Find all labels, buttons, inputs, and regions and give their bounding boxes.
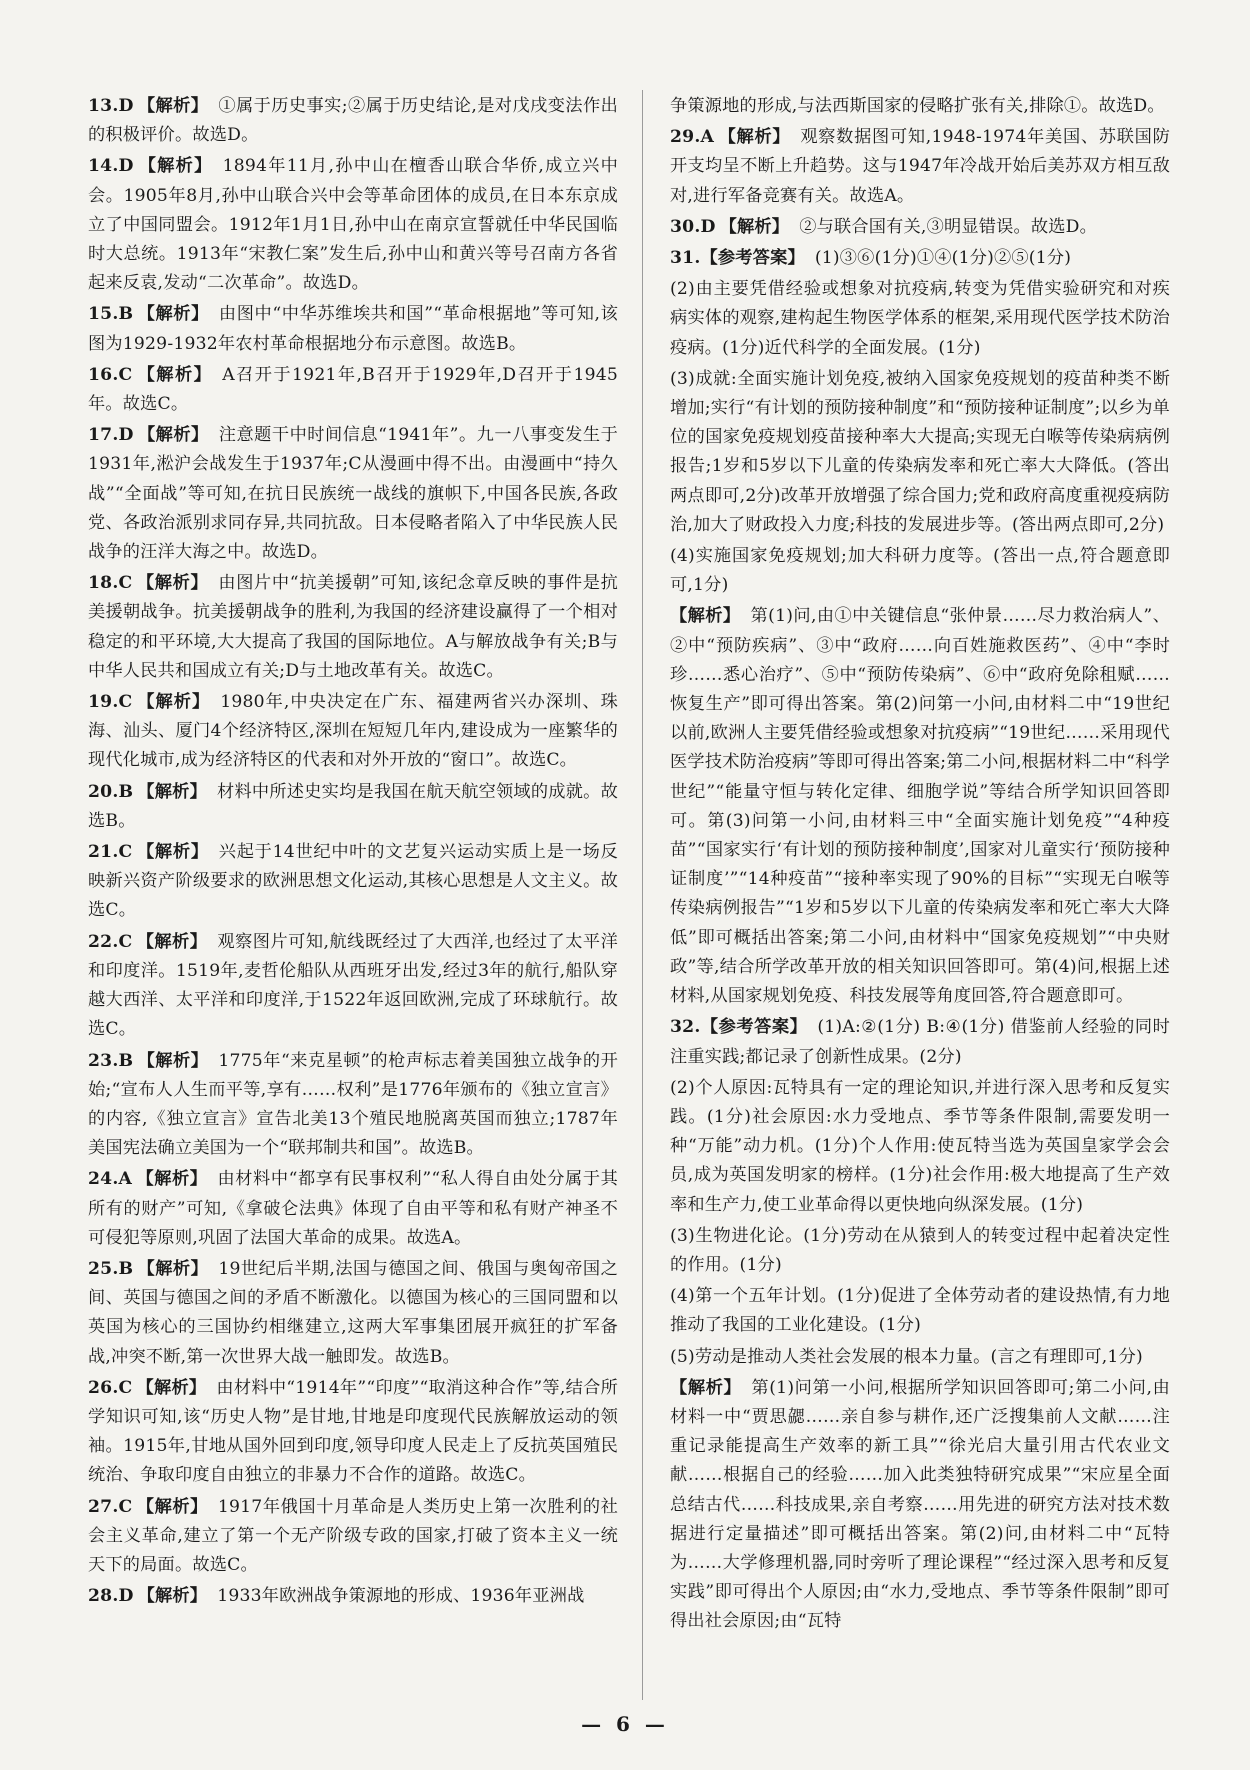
item-text: (1)③⑥(1分)①④(1分)②⑤(1分) [814, 248, 1072, 269]
item-text: 1980年,中央决定在广东、福建两省兴办深圳、珠海、汕头、厦门4个经济特区,深圳在短短几年内,建设成为一座繁华的现代化城市,成为经济特区的代表和对外开放的“窗口”。故选C。 [88, 692, 618, 771]
item-num: 28. [88, 1586, 119, 1607]
item-tag: 【解析】 [136, 842, 209, 863]
item-text: 注意题干中时间信息“1941年”。九一八事变发生于1931年,淞沪会战发生于1937年;C从漫画中得不出。由漫画中“持久战”“全面战”等可知,在抗日民族统一战线的旗帜下,中国各民族,各政党、各政治派别求同存异,共同抗敌。日本侵略者陷入了中华民族人民战争的汪洋大海之中。故选D。 [88, 425, 618, 563]
item-text: (5)劳动是推动人类社会发展的根本力量。(言之有理即可,1分) [670, 1346, 1143, 1367]
item-ans: D [118, 156, 134, 177]
answer-item [670, 92, 1170, 121]
item-ans: D [118, 425, 134, 446]
item-text: (3)成就:全面实施计划免疫,被纳入国家免疫规划的疫苗种类不断增加;实行“有计划的预防接种制度”和“预防接种证制度”;以乡为单位的国家免疫规划疫苗接种率大大提高;实现无白喉等传染病病例报告;1岁和5岁以下儿童的传染病发率和死亡率大大降低。(答出两点即可,2分)改革开放增强了综合国力;党和政府高度重视疫病防治,加大了财政投入力度;科技的发展进步等。(答出两点即可,2分) [670, 368, 1171, 535]
answer-item [670, 1343, 1170, 1372]
item-tag: 【解析】 [718, 127, 791, 148]
item-tag: 【解析】 [136, 1496, 208, 1517]
right-column [670, 92, 1170, 1639]
item-ans: B [118, 1050, 134, 1071]
answer-item [88, 92, 618, 150]
item-num: 19. [88, 692, 119, 713]
item-ans: A [118, 1169, 133, 1190]
left-column [88, 92, 618, 1613]
item-text: 第(1)问,由①中关键信息“张仲景……尽力救治病人”、②中“预防疾病”、③中“政府……向百姓施救医药”、④中“李时珍……悉心治疗”、⑤中“预防传染病”、⑥中“政府免除租赋……恢复生产”即可得出答案。第(2)问第一小问,由材料二中“19世纪以前,欧洲人主要凭借经验或想象对抗疫病”“19世纪……采用现代医学技术防治疫病”等即可得出答案;第二小问,根据材料二中“科学世纪”“能量守恒与转化定律、细胞学说”等结合所学知识回答即可。第(3)问第一小问,由材料三中“全面实施计划免疫”“4种疫苗”“国家实行‘有计划的预防接种制度’,国家对儿童实行‘预防接种证制度’”“14种疫苗”“接种率实现了90%的目标”“实现无白喉等传染病例报告”“1岁和5岁以下儿童的传染病发率和死亡率大大降低”即可概括出答案;第二小问,由材料中“国家免疫规划”“中央财政”等,结合所学改革开放的相关知识回答即可。第(4)问,根据上述材料,从国家规划免疫、科技发展等角度回答,符合题意即可。 [670, 606, 1170, 1007]
item-num: 16. [88, 364, 119, 385]
answer-item [670, 1282, 1170, 1340]
item-tag: 【解析】 [137, 96, 209, 116]
item-ans: D [700, 216, 716, 237]
item-text: 由图片中“抗美援朝”可知,该纪念章反映的事件是抗美援朝战争。抗美援朝战争的胜利,为我国的经济建设赢得了一个相对稳定的和平环境,大大提高了我国的国际地位。A与解放战争有关;B与中华人民共和国成立有关;D与土地改革有关。故选C。 [88, 573, 618, 681]
answer-item [88, 688, 618, 776]
item-tag: 【解析】 [137, 304, 209, 325]
item-ans: B [118, 1258, 134, 1279]
column-divider [642, 90, 643, 1700]
answer-item [88, 1165, 618, 1253]
item-num: 26. [88, 1377, 119, 1398]
item-text: 1894年11月,孙中山在檀香山联合华侨,成立兴中会。1905年8月,孙中山联合兴中会等革命团体的成员,在日本东京成立了中国同盟会。1912年1月1日,孙中山在南京宣誓就任中华民国临时大总统。1913年“宋教仁案”发生后,孙中山和黄兴等号召南方各省起来反袁,发动“二次革命”。故选D。 [88, 156, 618, 294]
item-text: 1775年“来克星顿”的枪声标志着美国独立战争的开始;“宣布人人生而平等,享有……权利”是1776年颁布的《独立宣言》的内容,《独立宣言》宣告北美13个殖民地脱离英国而独立;1787年美国宪法确立美国为一个“联邦制共和国”。故选B。 [88, 1050, 618, 1159]
item-tag: 【解析】 [136, 1377, 207, 1398]
item-text: 争策源地的形成,与法西斯国家的侵略扩张有关,排除①。故选D。 [670, 96, 1165, 116]
item-num: 20. [88, 781, 119, 802]
item-text: 材料中所述史实均是我国在航天航空领域的成就。故选B。 [88, 781, 618, 831]
item-text: 1917年俄国十月革命是人类历史上第一次胜利的社会主义革命,建立了第一个无产阶级专政的国家,打破了资本主义一统天下的局面。故选C。 [88, 1496, 618, 1575]
item-text: (4)第一个五年计划。(1分)促进了全体劳动者的建设热情,有力地推动了我国的工业化建设。(1分) [670, 1286, 1170, 1336]
item-tag: 【解析】 [136, 364, 213, 385]
item-text: 1933年欧洲战争策源地的形成、1936年亚洲战 [217, 1586, 585, 1607]
answer-item [88, 1047, 618, 1164]
answer-item [670, 542, 1170, 600]
item-ans: C [118, 364, 133, 385]
item-tag: 【解析】 [137, 1258, 209, 1279]
item-text: A召开于1921年,B召开于1929年,D召开于1945年。故选C。 [88, 364, 618, 415]
item-ans: B [118, 781, 134, 802]
item-num: 24. [88, 1169, 119, 1190]
item-tag: 【解析】 [136, 1169, 208, 1190]
item-ans: D [118, 96, 134, 116]
item-text: (2)个人原因:瓦特具有一定的理论知识,并进行深入思考和反复实践。(1分)社会原因:水力受地点、季节等条件限制,需要发明一种“万能”动力机。(1分)个人作用:使瓦特当选为英国皇家学会会员,成为英国发明家的榜样。(1分)社会作用:极大地提高了生产效率和生产力,使工业革命得以更快地向纵深发展。(1分) [670, 1077, 1170, 1215]
item-ans: D [118, 1586, 134, 1607]
item-tag: 【解析】 [670, 1377, 742, 1398]
item-num: 13. [88, 96, 119, 116]
answer-item [88, 1374, 618, 1491]
answer-item [670, 602, 1170, 1011]
item-tag: 【解析】 [137, 781, 208, 802]
item-tag: 【解析】 [719, 216, 790, 237]
item-tag: 【解析】 [136, 692, 211, 713]
item-text: 观察图片可知,航线既经过了大西洋,也经过了太平洋和印度洋。1519年,麦哲伦船队从西班牙出发,经过3年的航行,船队穿越大西洋、太平洋和印度洋,于1522年返回欧洲,完成了环球航行。故选C。 [88, 931, 618, 1040]
item-text: (3)生物进化论。(1分)劳动在从猿到人的转变过程中起着决定性的作用。(1分) [670, 1225, 1170, 1275]
item-text: 观察数据图可知,1948-1974年美国、苏联国防开支均呈不断上升趋势。这与1947年冷战开始后美苏双方相互敌对,进行军备竞赛有关。故选A。 [670, 127, 1170, 206]
answer-item [88, 421, 618, 567]
item-ans: B [118, 304, 134, 325]
item-ans: C [118, 1377, 133, 1398]
answer-item [670, 1074, 1170, 1220]
item-text: 由材料中“都享有民事权利”“私人得自由处分属于其所有的财产”可知,《拿破仑法典》体现了自由平等和私有财产神圣不可侵犯等原则,巩固了法国大革命的成果。故选A。 [88, 1169, 618, 1248]
item-num: 29. [670, 127, 701, 148]
item-num: 22. [88, 931, 119, 952]
answer-item [670, 275, 1170, 363]
answer-item [670, 1374, 1170, 1637]
item-text: ②与联合国有关,③明显错误。故选D。 [799, 216, 1098, 237]
answer-item [88, 778, 618, 836]
item-tag: 【参考答案】 [700, 1017, 808, 1038]
answer-item [88, 300, 618, 358]
item-text: 兴起于14世纪中叶的文艺复兴运动实质上是一场反映新兴资产阶级要求的欧洲思想文化运动,其核心思想是人文主义。故选C。 [88, 842, 618, 921]
answer-item [670, 123, 1170, 211]
item-ans: C [118, 692, 133, 713]
item-ans: A [700, 127, 715, 148]
item-ans: C [118, 1496, 133, 1517]
item-num: 18. [88, 573, 119, 594]
item-tag: 【参考答案】 [700, 248, 805, 269]
item-num: 30. [670, 216, 701, 237]
item-num: 25. [88, 1258, 119, 1279]
answer-item [88, 1493, 618, 1581]
item-tag: 【解析】 [136, 573, 209, 594]
item-tag: 【解析】 [137, 1586, 208, 1607]
item-num: 31. [670, 248, 701, 269]
item-num: 15. [88, 304, 119, 325]
item-text: ①属于历史事实;②属于历史结论,是对戊戌变法作出的积极评价。故选D。 [88, 96, 618, 146]
answer-item [670, 213, 1170, 242]
item-tag: 【解析】 [137, 156, 213, 177]
item-ans: C [118, 842, 133, 863]
item-tag: 【解析】 [670, 606, 741, 627]
item-text: 由图中“中华苏维埃共和国”“革命根据地”等可知,该图为1929-1932年农村革命根据地分布示意图。故选B。 [88, 304, 618, 354]
item-ans: C [118, 931, 133, 952]
answer-item [88, 1582, 618, 1611]
answer-item [88, 1255, 618, 1372]
answer-item [88, 569, 618, 686]
answer-item [88, 361, 618, 419]
item-num: 21. [88, 842, 119, 863]
item-text: 由材料中“1914年”“印度”“取消这种合作”等,结合所学知识可知,该“历史人物”是甘地,甘地是印度现代民族解放运动的领袖。1915年,甘地从国外回到印度,领导印度人民走上了反抗英国殖民统治、争取印度自由独立的非暴力不合作的道路。故选C。 [88, 1377, 618, 1486]
answer-item [670, 244, 1170, 273]
answer-item [670, 1222, 1170, 1280]
item-text: 第(1)问第一小问,根据所学知识回答即可;第二小问,由材料一中“贾思勰……亲自参与耕作,还广泛搜集前人文献……注重记录能提高生产效率的新工具”“徐光启大量引用古代农业文献……根据自己的经验……加入此类独特研究成果”“宋应星全面总结古代……科技成果,亲自考察……用先进的研究方法对技术数据进行定量描述”即可概括出答案。第(2)问,由材料二中“瓦特为……大学修理机器,同时旁听了理论课程”“经过深入思考和反复实践”即可得出个人原因;由“水力,受地点、季节等条件限制”即可得出社会原因;由“瓦特 [670, 1377, 1170, 1632]
answer-item [670, 365, 1170, 540]
item-num: 27. [88, 1496, 119, 1517]
page-number: — 6 — [581, 1712, 669, 1736]
item-ans: C [118, 573, 133, 594]
answer-item [670, 1013, 1170, 1071]
answer-item [88, 838, 618, 926]
answer-item [88, 152, 618, 298]
item-tag: 【解析】 [136, 931, 208, 952]
item-tag: 【解析】 [137, 1050, 209, 1071]
item-tag: 【解析】 [137, 425, 209, 446]
item-num: 17. [88, 425, 119, 446]
item-text: (4)实施国家免疫规划;加大科研力度等。(答出一点,符合题意即可,1分) [670, 546, 1170, 596]
item-text: (1)A:②(1分) B:④(1分) 借鉴前人经验的同时注重实践;都记录了创新性成果。(2分) [670, 1017, 1170, 1067]
item-text: (2)由主要凭借经验或想象对抗疫病,转变为凭借实验研究和对疾病实体的观察,建构起生物医学体系的框架,采用现代医学技术防治疫病。(1分)近代科学的全面发展。(1分) [670, 279, 1170, 358]
item-text: 19世纪后半期,法国与德国之间、俄国与奥匈帝国之间、英国与德国之间的矛盾不断激化。以德国为核心的三国同盟和以英国为核心的三国协约相继建立,这两大军事集团展开疯狂的扩军备战,冲突不断,第一次世界大战一触即发。故选B。 [88, 1258, 618, 1367]
item-num: 14. [88, 156, 119, 177]
answer-item [88, 928, 618, 1045]
item-num: 32. [670, 1017, 701, 1038]
item-num: 23. [88, 1050, 119, 1071]
